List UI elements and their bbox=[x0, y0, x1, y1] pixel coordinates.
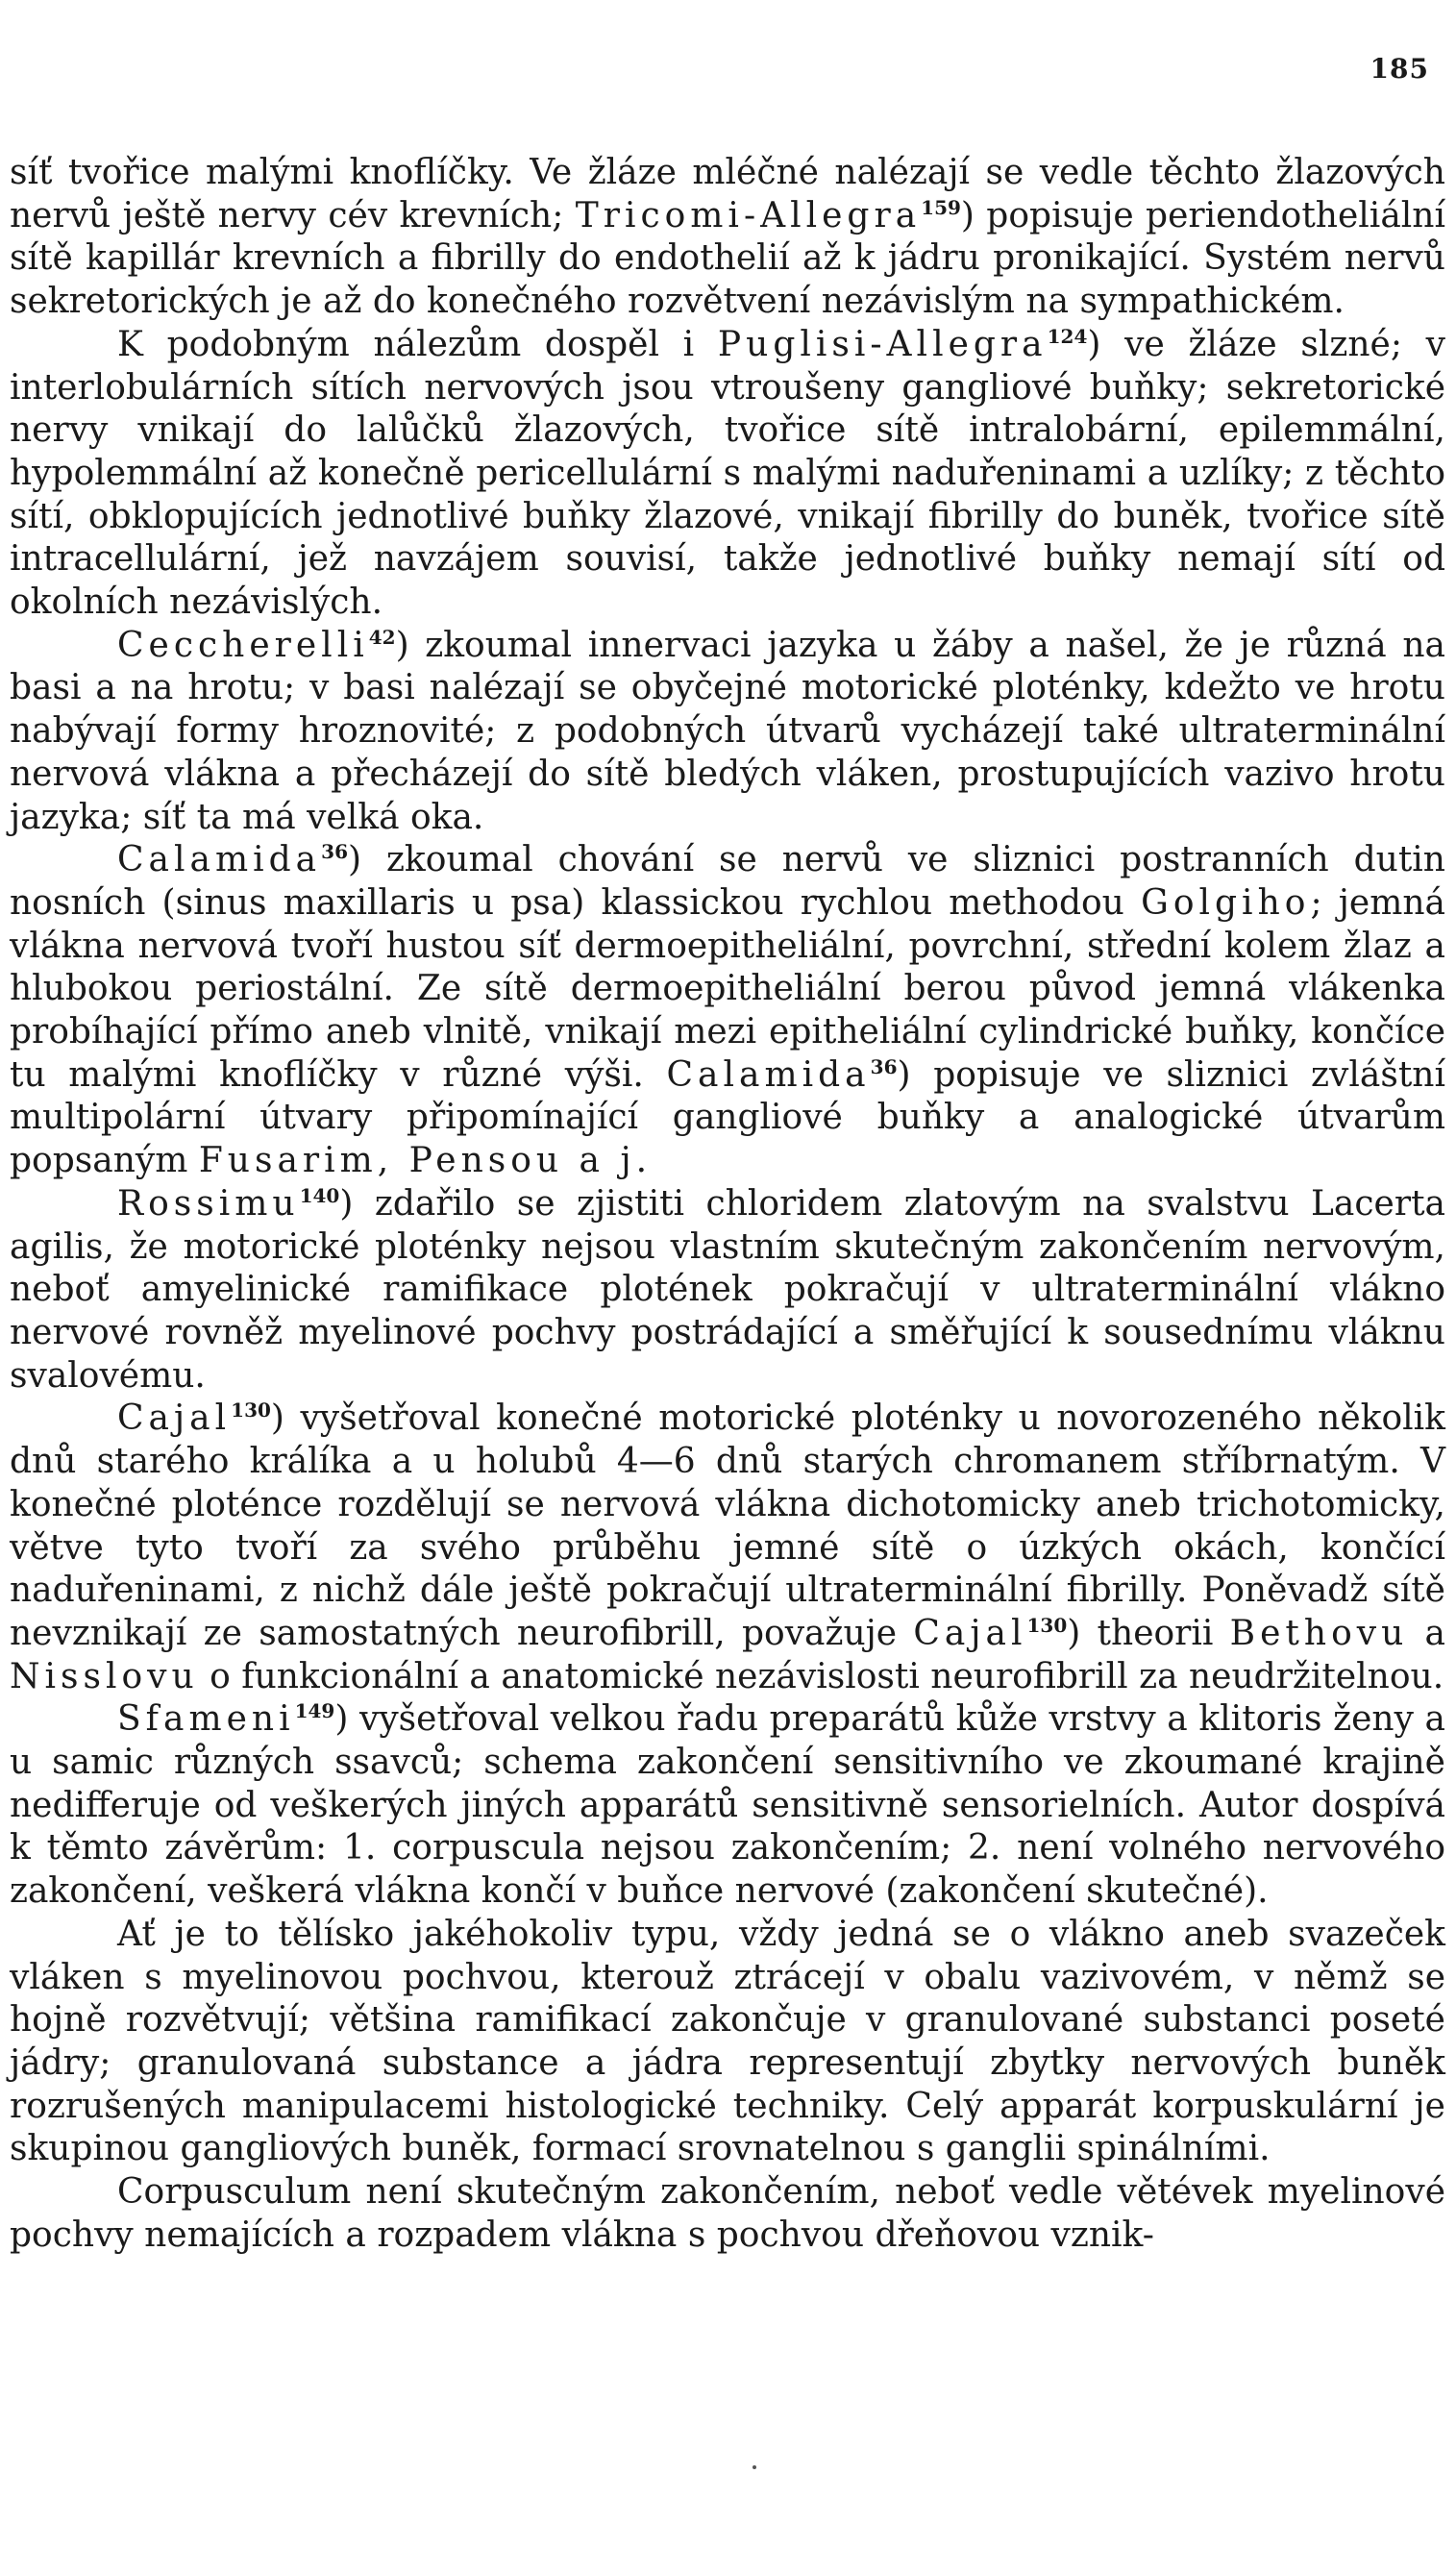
author-name: Tricomi-Allegra bbox=[575, 195, 922, 235]
paragraph-3 bbox=[10, 625, 1445, 840]
text-run: ) zkoumal chování se nervů ve sliznici postranních dutin nosních (sinus maxillaris u psa) klassickou rychlou methodou bbox=[10, 840, 1445, 923]
reference-number: 159 bbox=[921, 195, 961, 219]
text-run: ) popisuje periendotheliální sítě kapillár krevních a fibrilly do endothelií až k jádru pronikající. Systém nervů sekretorických je až do konečného rozvětvení nezávislým na sympathickém. bbox=[10, 195, 1445, 322]
author-name: Calamida bbox=[117, 840, 322, 880]
text-run: ) zdařilo se zjistiti chloridem zlatovým na svalstvu Lacerta agilis, že motorické ploténky nejsou vlastním skutečným zakončením nervovým, neboť amyelinické ramifikace plotének pokračují v ultraterminální vlákno nervové rovněž myelinové pochvy postrádající a směřující k sousednímu vláknu svalovému. bbox=[10, 1183, 1445, 1396]
reference-number: 149 bbox=[294, 1699, 335, 1723]
paragraph-7 bbox=[10, 1698, 1445, 1914]
author-name: Cajal bbox=[913, 1613, 1027, 1653]
author-name: Bethovu bbox=[1229, 1613, 1409, 1653]
author-name: Rossimu bbox=[117, 1183, 300, 1224]
text-run: ) vyšetřoval konečné motorické ploténky u novorozeného několik dnů starého králíka a u holubů 4—6 dnů starých chromanem stříbrnatým. V konečné ploténce rozdělují se nervová vlákna dichotomicky aneb trichotomicky, větve tyto tvoří za svého průběhu jemné sítě o úzkých okách, končící naduřeninami, z nichž dále ještě pokračují ultraterminální fibrilly. Poněvadž sítě nevznikají ze samostatných neurofibrill, považuje bbox=[10, 1398, 1445, 1653]
print-mark bbox=[753, 2465, 756, 2469]
text-run: ) vyšetřoval velkou řadu preparátů kůže vrstvy a klitoris ženy a u samic různých ssavců; schema zakončení sensitivního ve zkoumané krajině nedifferuje od veškerých jiných apparátů sensitivně sensorielních. Autor dospívá k těmto závěrům: 1. corpuscula nejsou zakončením; 2. není volného nervového zakončení, veškerá vlákna končí v buňce nervové (zakončení skutečné). bbox=[10, 1699, 1445, 1912]
text-run: ) ve žláze slzné; v interlobulárních sítích nervových jsou vtroušeny gangliové buňky; sekretorické nervy vnikají do lalůčků žlazových, tvořice sítě intralobární, epilemmální, hypolemmální až konečně pericellulární s malými naduřeninami a uzlíky; z těchto sítí, obklopujících jednotlivé buňky žlazové, vnikají fibrilly do buněk, tvořice sítě intracellulární, jež navzájem souvisí, takže jednotlivé buňky nemají sítí od okolních nezávislých. bbox=[10, 324, 1446, 623]
reference-number: 130 bbox=[231, 1398, 271, 1423]
paragraph-5 bbox=[10, 1183, 1445, 1398]
text-run: o funkcionální a anatomické nezávislosti neurofibrill za neudržitelnou. bbox=[210, 1656, 1444, 1696]
text-run: ) theorii bbox=[1067, 1613, 1214, 1653]
text-run: ) zkoumal innervaci jazyka u žáby a našel, že je různá na basi a na hrotu; v basi nalézají se obyčejné motorické ploténky, kdežto ve hrotu nabývají formy hroznovité; z podobných útvarů vycházejí také ultraterminální nervová vlákna a přecházejí do sítě bledých vláken, prostupujících vazivo hrotu jazyka; síť ta má velká oka. bbox=[10, 625, 1445, 837]
paragraph-9: Corpusculum není skutečným zakončením, neboť vedle větévek myelinové pochvy nemajících a rozpadem vlákna s pochvou dřeňovou vznik- bbox=[10, 2172, 1445, 2255]
author-name: Ceccherelli bbox=[117, 625, 369, 665]
author-name: Cajal bbox=[117, 1398, 232, 1439]
author-name: Nisslovu bbox=[10, 1656, 199, 1696]
paragraph-2 bbox=[10, 324, 1445, 625]
body-text bbox=[10, 152, 1445, 2257]
reference-number: 130 bbox=[1026, 1613, 1068, 1637]
author-name: Fusarim, Pensou a j. bbox=[198, 1141, 653, 1181]
text-run: ) popisuje ve sliznici zvláštní multipolární útvary připomínající gangliové buňky a analogické útvarům popsaným bbox=[10, 1054, 1445, 1181]
text-run: a bbox=[1424, 1613, 1445, 1653]
reference-number: 42 bbox=[368, 625, 396, 649]
reference-number: 124 bbox=[1047, 324, 1088, 348]
paragraph-4 bbox=[10, 839, 1445, 1183]
text-run: ; jemná vlákna nervová tvoří hustou síť dermoepitheliální, povrchní, střední kolem žlaz a hlubokou periostální. Ze sítě dermoepitheliální berou původ jemná vlákenka probíhající přímo aneb vlnitě, vnikají mezi epitheliální cylindrické buňky, končíce tu malými knoflíčky v různé výši. bbox=[10, 882, 1445, 1095]
reference-number: 140 bbox=[299, 1183, 340, 1207]
reference-number: 36 bbox=[321, 840, 348, 864]
text-run: síť tvořice malými knoflíčky. Ve žláze mléčné nalézají se vedle těchto žlazových nervů ještě nervy cév krevních; bbox=[10, 153, 1445, 235]
paragraph-8: Ať je to tělísko jakéhokoliv typu, vždy jedná se o vlákno aneb svazeček vláken s myelinovou pochvou, kterouž ztrácejí v obalu vazivovém, v němž se hojně rozvětvují; většina ramifikací zakončuje v granulované substanci poseté jádry; granulovaná substance a jádra representují zbytky nervových buněk rozrušených manipulacemi histologické techniky. Celý apparát korpuskulární je skupinou gangliových buněk, formací srovnatelnou s ganglii spinálními. bbox=[10, 1914, 1445, 2169]
paragraph-6 bbox=[10, 1398, 1445, 1698]
author-name: Sfameni bbox=[117, 1699, 295, 1740]
author-name: Golgiho bbox=[1141, 882, 1311, 923]
author-name: Puglisi-Allegra bbox=[717, 324, 1048, 364]
paragraph-1 bbox=[10, 152, 1445, 324]
author-name: Calamida bbox=[666, 1054, 871, 1095]
text-run: K podobným nálezům dospěl i bbox=[117, 324, 695, 364]
page-number: 185 bbox=[1370, 53, 1429, 85]
reference-number: 36 bbox=[870, 1054, 898, 1078]
